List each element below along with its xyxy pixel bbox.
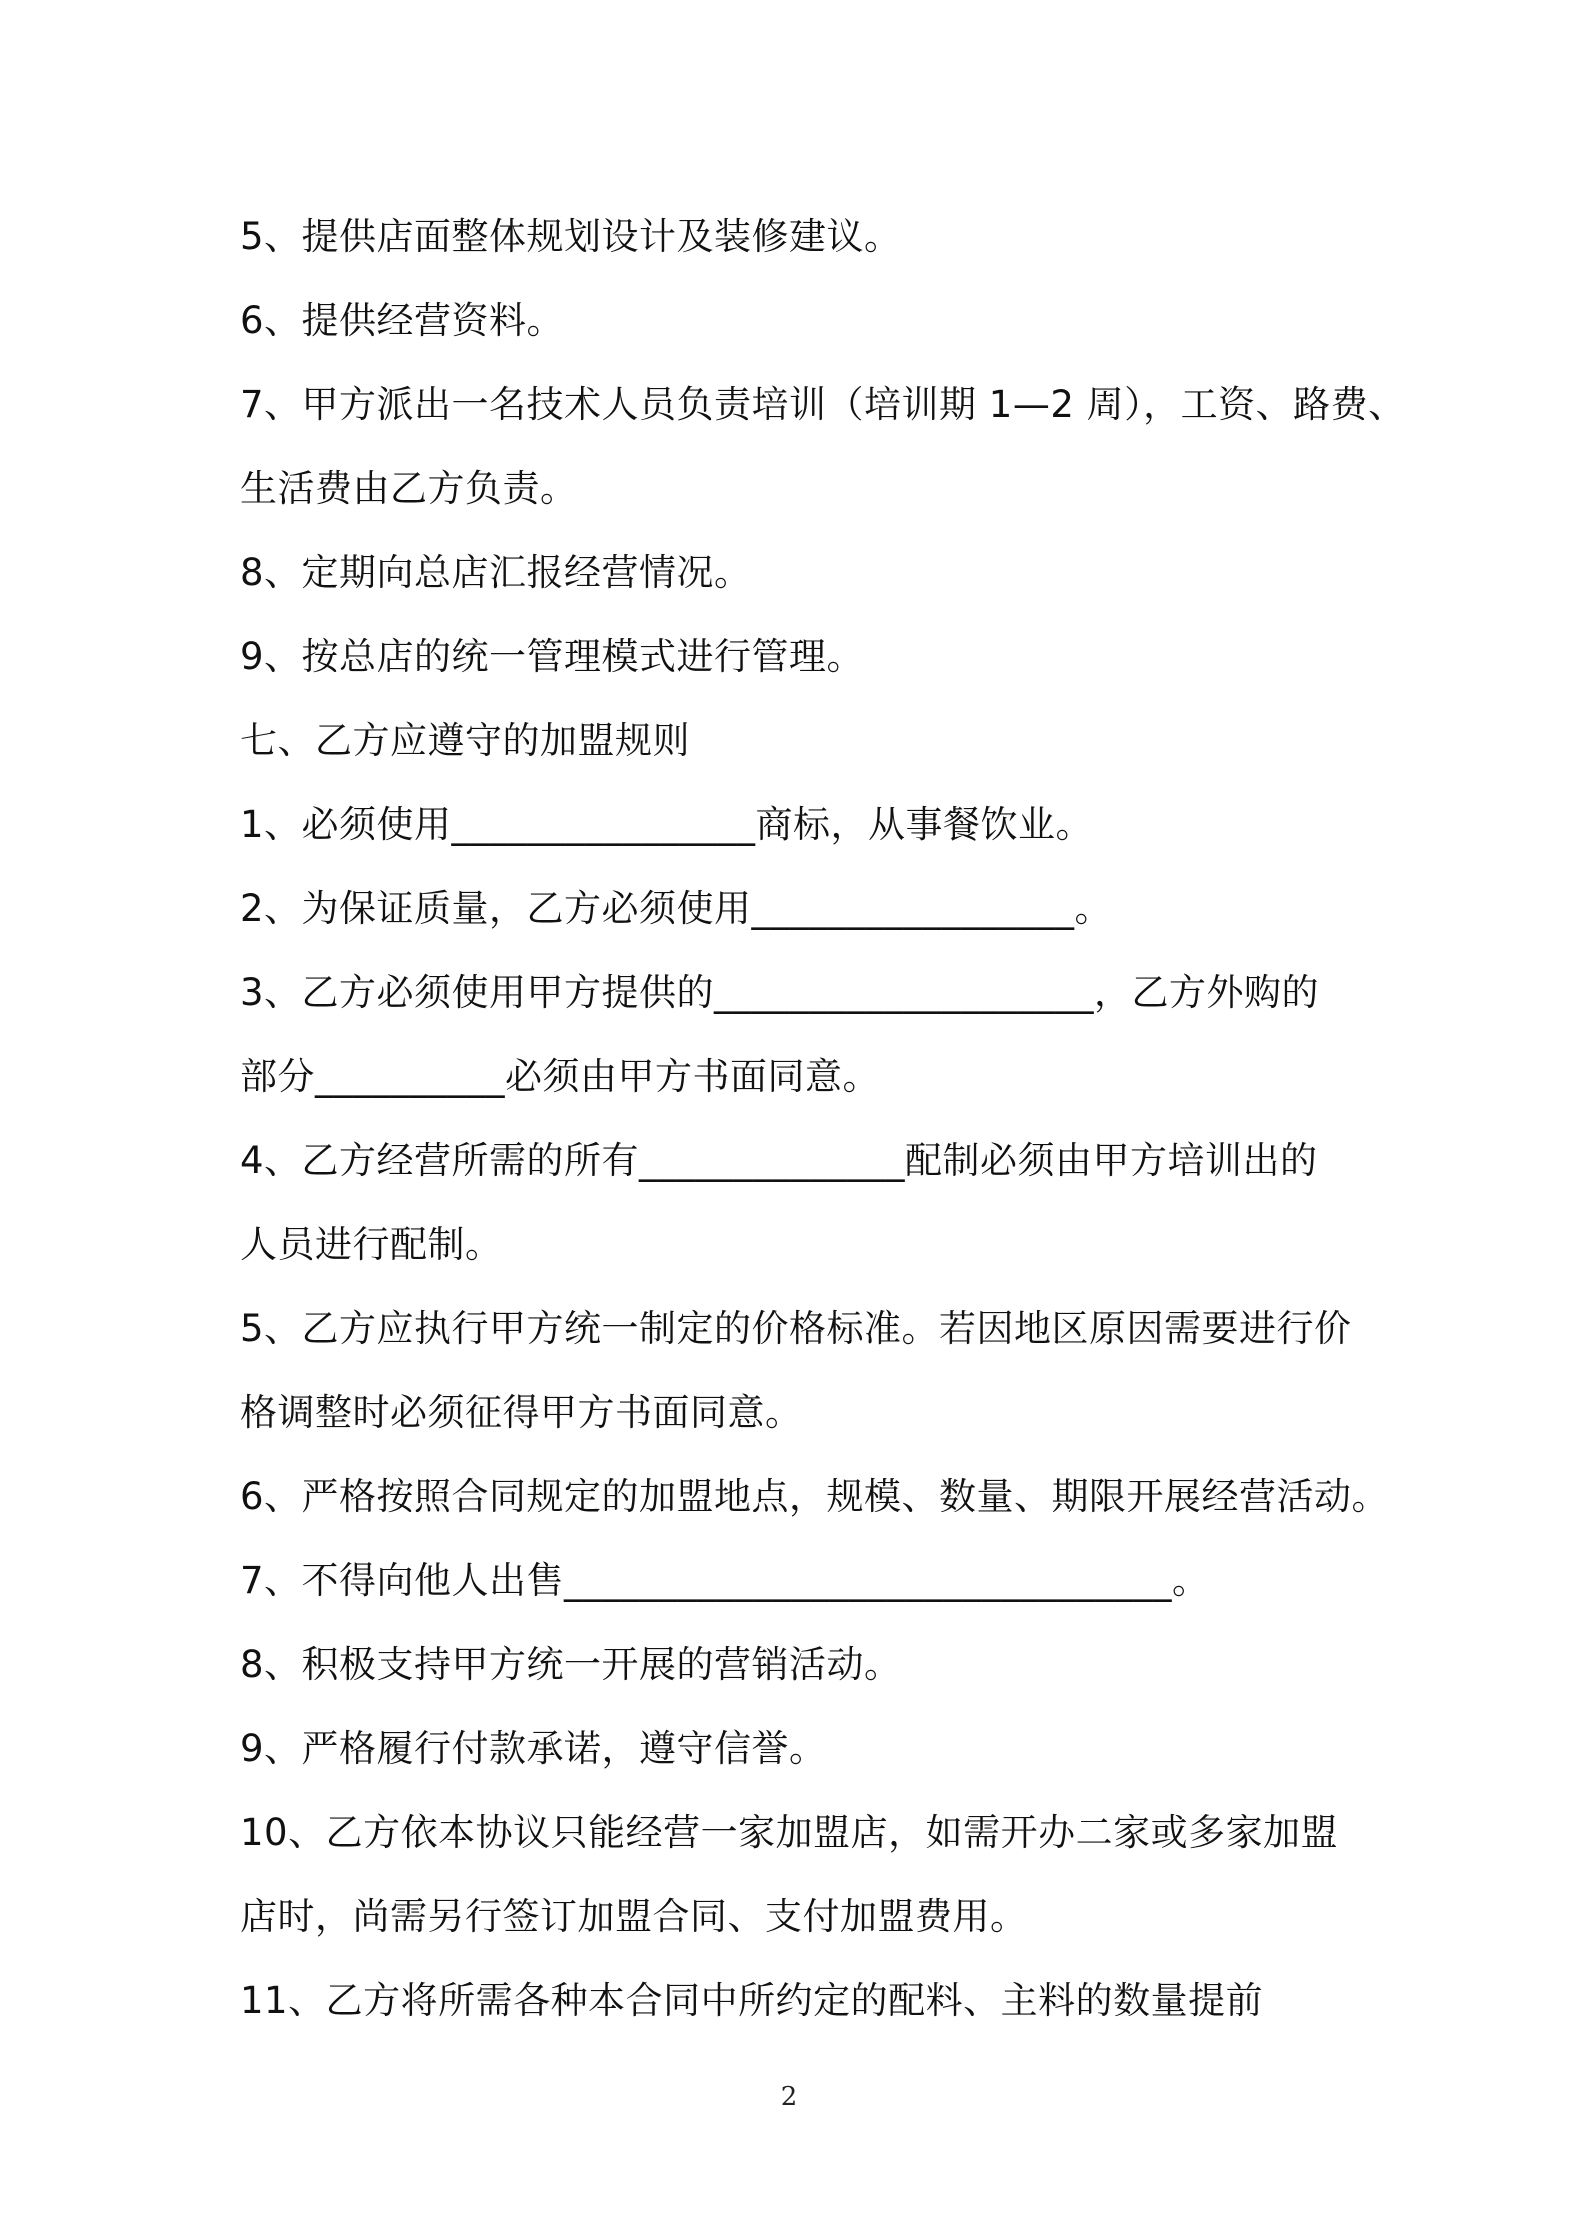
page-number: 2 xyxy=(780,2082,798,2112)
clause-line: 5、乙方应执行甲方统一制定的价格标准。若因地区原因需要进行价 xyxy=(240,1307,1352,1350)
clause-line: 店时，尚需另行签订加盟合同、支付加盟费用。 xyxy=(240,1895,1028,1938)
clause-line: 部分__________必须由甲方书面同意。 xyxy=(240,1055,880,1098)
section-heading: 七、乙方应遵守的加盟规则 xyxy=(240,719,690,762)
clause-line: 6、提供经营资料。 xyxy=(240,299,565,342)
clause-line: 8、积极支持甲方统一开展的营销活动。 xyxy=(240,1643,902,1686)
clause-line: 7、不得向他人出售________________________________。 xyxy=(240,1559,1210,1602)
clause-line: 格调整时必须征得甲方书面同意。 xyxy=(240,1391,803,1434)
clause-line: 6、严格按照合同规定的加盟地点，规模、数量、期限开展经营活动。 xyxy=(240,1475,1390,1518)
clause-line: 3、乙方必须使用甲方提供的____________________，乙方外购的 xyxy=(240,971,1320,1014)
contract-body xyxy=(240,195,1406,2043)
clause-line: 5、提供店面整体规划设计及装修建议。 xyxy=(240,215,902,258)
clause-line: 9、严格履行付款承诺，遵守信誉。 xyxy=(240,1727,827,1770)
clause-line: 1、必须使用________________商标，从事餐饮业。 xyxy=(240,803,1094,846)
clause-line: 人员进行配制。 xyxy=(240,1223,503,1266)
clause-line: 2、为保证质量，乙方必须使用_________________。 xyxy=(240,887,1113,930)
clause-line: 11、乙方将所需各种本合同中所约定的配料、主料的数量提前 xyxy=(240,1979,1264,2022)
clause-line: 10、乙方依本协议只能经营一家加盟店，如需开办二家或多家加盟 xyxy=(240,1811,1339,1854)
clause-line: 7、甲方派出一名技术人员负责培训（培训期 1—2 周），工资、路费、 xyxy=(240,383,1406,426)
clause-line: 8、定期向总店汇报经营情况。 xyxy=(240,551,752,594)
clause-line: 4、乙方经营所需的所有______________配制必须由甲方培训出的 xyxy=(240,1139,1318,1182)
clause-line: 生活费由乙方负责。 xyxy=(240,467,578,510)
clause-line: 9、按总店的统一管理模式进行管理。 xyxy=(240,635,865,678)
